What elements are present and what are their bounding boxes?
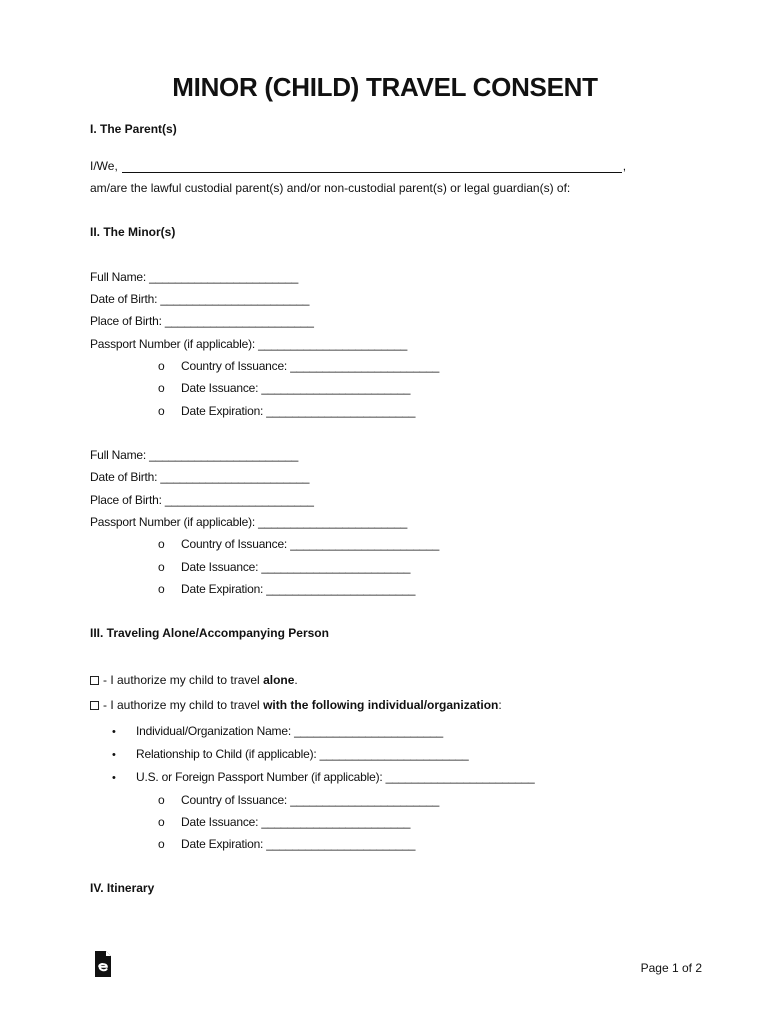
minor1-place-of-birth[interactable]: Place of Birth: _______________________: [90, 314, 314, 328]
sub-bullet-icon: o: [158, 582, 165, 596]
sub-bullet-icon: o: [158, 793, 165, 807]
minor2-passport-number[interactable]: Passport Number (if applicable): _______________________: [90, 515, 408, 529]
iwe-label: I/We,: [90, 159, 118, 173]
minor2-country-text: Country of Issuance: _______________________: [181, 537, 440, 551]
minor2-expiration-text: Date Expiration: _______________________: [181, 582, 416, 596]
option-alone-bold: alone: [263, 673, 295, 687]
minor1-passport-number[interactable]: Passport Number (if applicable): _______________________: [90, 337, 408, 351]
companion-country-text: Country of Issuance: _______________________: [181, 793, 440, 807]
sub-bullet-icon: o: [158, 381, 165, 395]
companion-passport[interactable]: [112, 770, 535, 784]
companion-name-text: Individual/Organization Name: _______________________: [136, 724, 443, 738]
option-with-bold: with the following individual/organization: [263, 698, 499, 712]
minor1-expiration-text: Date Expiration: _______________________: [181, 404, 416, 418]
companion-passport-text: U.S. or Foreign Passport Number (if applicable): _______________________: [136, 770, 535, 784]
companion-issuance-text: Date Issuance: _______________________: [181, 815, 411, 829]
option-alone-prefix: - I authorize my child to travel: [103, 673, 264, 687]
minor2-place-of-birth[interactable]: Place of Birth: _______________________: [90, 493, 314, 507]
parents-statement: am/are the lawful custodial parent(s) and/or non-custodial parent(s) or legal guardian(s) of:: [90, 181, 571, 195]
companion-date-issuance[interactable]: [158, 815, 410, 829]
minor1-country-text: Country of Issuance: _______________________: [181, 359, 440, 373]
section-minors-heading: II. The Minor(s): [90, 225, 176, 239]
bullet-icon: •: [112, 772, 116, 784]
parents-name-blank[interactable]: [122, 160, 622, 173]
iwe-trail: ,: [622, 159, 627, 173]
section-itinerary-heading: IV. Itinerary: [90, 881, 155, 895]
option-with-suffix: :: [498, 698, 502, 712]
checkbox-icon[interactable]: [90, 701, 99, 710]
companion-date-expiration[interactable]: [158, 837, 415, 851]
companion-country-of-issuance[interactable]: [158, 793, 439, 807]
document-title: MINOR (CHILD) TRAVEL CONSENT: [172, 72, 598, 102]
companion-expiration-text: Date Expiration: _______________________: [181, 837, 416, 851]
section-parents-heading: I. The Parent(s): [90, 122, 177, 136]
sub-bullet-icon: o: [158, 359, 165, 373]
checkbox-icon[interactable]: [90, 676, 99, 685]
minor2-issuance-text: Date Issuance: _______________________: [181, 560, 411, 574]
sub-bullet-icon: o: [158, 404, 165, 418]
sub-bullet-icon: o: [158, 537, 165, 551]
minor2-date-expiration[interactable]: [158, 582, 415, 596]
sub-bullet-icon: o: [158, 815, 165, 829]
minor2-full-name[interactable]: Full Name: _______________________: [90, 448, 299, 462]
minor2-date-of-birth[interactable]: Date of Birth: _______________________: [90, 470, 310, 484]
minor1-issuance-text: Date Issuance: _______________________: [181, 381, 411, 395]
parents-name-line: [90, 159, 626, 173]
companion-relationship[interactable]: [112, 747, 469, 761]
option-alone-suffix: .: [294, 673, 298, 687]
section-traveling-heading: III. Traveling Alone/Accompanying Person: [90, 626, 329, 640]
minor1-full-name[interactable]: Full Name: _______________________: [90, 270, 299, 284]
page-number: Page 1 of 2: [640, 961, 702, 975]
minor1-country-of-issuance[interactable]: [158, 359, 439, 373]
bullet-icon: •: [112, 726, 116, 738]
companion-name[interactable]: [112, 724, 443, 738]
bullet-icon: •: [112, 749, 116, 761]
option-with-prefix: - I authorize my child to travel: [103, 698, 264, 712]
sub-bullet-icon: o: [158, 560, 165, 574]
companion-relationship-text: Relationship to Child (if applicable): _______________________: [136, 747, 469, 761]
minor2-date-issuance[interactable]: [158, 560, 410, 574]
sub-bullet-icon: o: [158, 837, 165, 851]
minor1-date-of-birth[interactable]: Date of Birth: _______________________: [90, 292, 310, 306]
option-travel-with[interactable]: [90, 698, 502, 712]
minor1-date-issuance[interactable]: [158, 381, 410, 395]
option-travel-alone[interactable]: [90, 673, 298, 687]
minor2-country-of-issuance[interactable]: [158, 537, 439, 551]
eforms-logo-icon: [94, 950, 112, 978]
minor1-date-expiration[interactable]: [158, 404, 415, 418]
